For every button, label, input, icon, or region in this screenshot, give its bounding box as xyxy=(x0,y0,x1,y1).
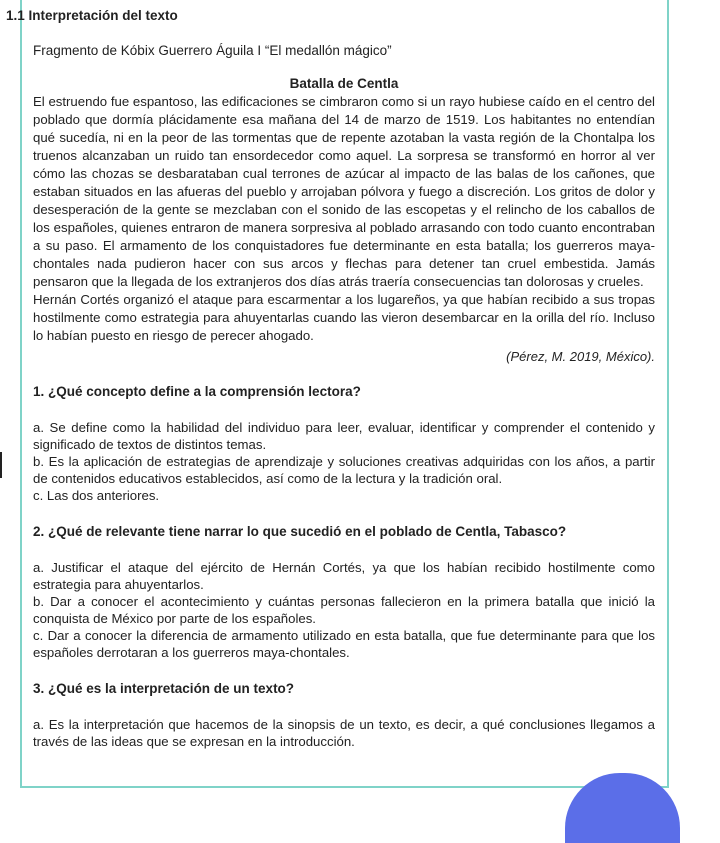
document-content xyxy=(6,8,655,770)
question-3-options xyxy=(33,716,655,750)
question-3-option-a[interactable]: a. Es la interpretación que hacemos de la sinopsis de un texto, es decir, a qué conclusiones llegamos a través de las ideas que se expresan en la introducción. xyxy=(33,717,655,749)
story-paragraph-1: El estruendo fue espantoso, las edificaciones se cimbraron como si un rayo hubiese caído en el centro del poblado que dormía plácidamente esa mañana del 14 de marzo de 1519. Los habitantes no entendían qué sucedía, ni en la peor de las tormentas que de repente azotaban la vasta región de la Chontalpa los truenos alcanzaban un ruido tan ensordecedor como aquel. La sorpresa se transformó en horror al ver cómo las chozas se desbarataban cual terrones de azúcar al impacto de las balas de los cañones, que estaban situados en las afueras del pueblo y arrojaban pólvora y fuego a discreción. Los gritos de dolor y desesperación de la gente se mezclaban con el sonido de las escopetas y el relincho de los caballos de los españoles, quienes entraron de manera sorpresiva al poblado arrasando con todo cuanto encontraban a su paso. El armamento de los conquistadores fue determinante en esta batalla; los guerreros maya-chontales nada pudieron hacer con sus arcos y flechas para detener tan cruel embestida. Jamás pensaron que la llegada de los extranjeros dos días atrás traería consecuencias tan dolorosas y crueles. xyxy=(33,94,655,289)
story-paragraph-2: Hernán Cortés organizó el ataque para escarmentar a los lugareños, ya que habían recibido a sus tropas hostilmente como estrategia para ahuyentarlas cuando las vieron desembarcar en la orilla del río. Incluso lo habían puesto en riesgo de perecer ahogado. xyxy=(33,292,655,343)
question-2-option-a[interactable]: a. Justificar el ataque del ejército de Hernán Cortés, ya que los habían recibido hostilmente como estrategia para ahuyentarlos. xyxy=(33,560,655,592)
fragment-line: Fragmento de Kóbix Guerrero Águila I “El medallón mágico” xyxy=(33,43,392,58)
margin-mark xyxy=(0,452,6,478)
question-2-option-b[interactable]: b. Dar a conocer el acontecimiento y cuántas personas fallecieron en la primera batalla que inició la conquista de México por parte de los españoles. xyxy=(33,594,655,626)
question-1-option-a[interactable]: a. Se define como la habilidad del individuo para leer, evaluar, identificar y comprender el contenido y significado de textos de distintos temas. xyxy=(33,420,655,452)
question-1-option-b[interactable]: b. Es la aplicación de estrategias de aprendizaje y soluciones creativas adquiridas con los años, a partir de contenidos educativos establecidos, así como de la lectura y la tradición oral. xyxy=(33,454,655,486)
story-title: Batalla de Centla xyxy=(289,76,399,91)
citation: (Pérez, M. 2019, México). xyxy=(506,349,655,364)
question-1-options xyxy=(33,419,655,504)
section-title: 1.1 Interpretación del texto xyxy=(6,8,178,23)
question-3: 3. ¿Qué es la interpretación de un texto? xyxy=(33,681,295,696)
question-1: 1. ¿Qué concepto define a la comprensión lectora? xyxy=(33,384,361,399)
question-1-option-c[interactable]: c. Las dos anteriores. xyxy=(33,488,160,503)
question-2-option-c[interactable]: c. Dar a conocer la diferencia de armamento utilizado en esta batalla, que fue determinante para que los españoles derrotaran a los guerreros maya-chontales. xyxy=(33,628,655,660)
question-2: 2. ¿Qué de relevante tiene narrar lo que sucedió en el poblado de Centla, Tabasco? xyxy=(33,524,567,539)
question-2-options xyxy=(33,559,655,661)
